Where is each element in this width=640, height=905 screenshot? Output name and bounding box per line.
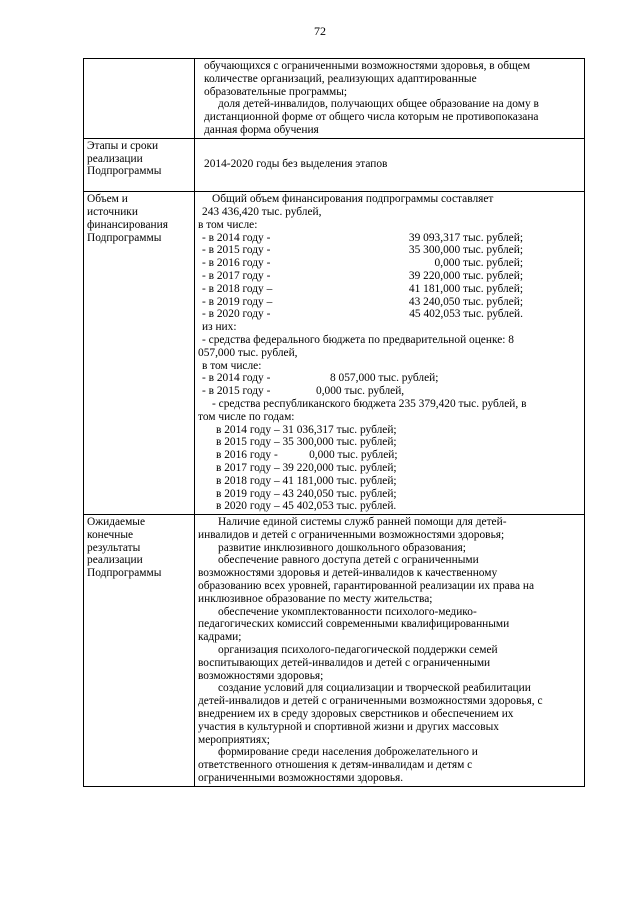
year-label: - в 2014 году - bbox=[202, 231, 271, 244]
year-label: - в 2017 году - bbox=[202, 269, 271, 282]
text-line: - средства федерального бюджета по предварительной оценке: 8 bbox=[202, 333, 514, 346]
text-line: ответственного отношения к детям-инвалидам и детям с bbox=[198, 759, 473, 772]
label-line: реализации bbox=[87, 554, 143, 567]
text-line: развитие инклюзивного дошкольного образования; bbox=[218, 541, 466, 554]
page-number: 72 bbox=[314, 24, 326, 38]
text-line: - средства республиканского бюджета 235 379,420 тыс. рублей, в bbox=[212, 397, 527, 410]
text-line: инвалидов и детей с ограниченными возможностями здоровья; bbox=[198, 528, 505, 541]
year-row bbox=[198, 232, 581, 245]
year-label: - в 2019 году – bbox=[202, 295, 273, 308]
year-value: 0,000 тыс. рублей; bbox=[434, 257, 523, 270]
table-row bbox=[84, 59, 585, 139]
text-line: в 2016 году - 0,000 тыс. рублей; bbox=[216, 449, 398, 462]
text-line: в том числе: bbox=[198, 218, 258, 231]
row-label bbox=[84, 138, 195, 191]
text-line: Наличие единой системы служб ранней помощи для детей- bbox=[218, 516, 507, 529]
subprogram-passport-table bbox=[83, 58, 585, 787]
year-row bbox=[198, 270, 581, 283]
row-label bbox=[84, 192, 195, 515]
text-line: Общий объем финансирования подпрограммы составляет bbox=[212, 193, 494, 206]
label-line: реализации bbox=[87, 152, 143, 165]
label-line: Подпрограммы bbox=[87, 567, 162, 580]
text-line: в 2014 году – 31 036,317 тыс. рублей; bbox=[216, 423, 397, 436]
text-line: в 2017 году – 39 220,000 тыс. рублей; bbox=[216, 461, 397, 474]
text-line: дистанционной форме от общего числа которым не противопоказана bbox=[204, 111, 539, 124]
year-row bbox=[198, 372, 581, 385]
table-row bbox=[84, 192, 585, 515]
row-content bbox=[195, 138, 585, 191]
text-line: 2014-2020 годы без выделения этапов bbox=[204, 157, 388, 170]
text-line: данная форма обучения bbox=[204, 123, 319, 136]
year-row bbox=[198, 308, 581, 321]
text-line: в 2020 году – 45 402,053 тыс. рублей. bbox=[216, 500, 397, 513]
text-line: мероприятиях; bbox=[198, 733, 270, 746]
label-line: источники bbox=[87, 205, 138, 218]
year-value: 39 220,000 тыс. рублей; bbox=[408, 269, 523, 282]
label-line: финансирования bbox=[87, 218, 168, 231]
year-row bbox=[198, 385, 581, 398]
text-line: детей-инвалидов и детей с ограниченными возможностями здоровья, с bbox=[198, 695, 543, 708]
text-line: из них: bbox=[202, 321, 237, 334]
row-label bbox=[84, 59, 195, 139]
row-content bbox=[195, 192, 585, 515]
text-line: в 2018 году – 41 181,000 тыс. рублей; bbox=[216, 474, 397, 487]
year-row bbox=[198, 283, 581, 296]
year-label: - в 2016 году - bbox=[202, 257, 271, 270]
text-line: в том числе: bbox=[202, 359, 262, 372]
year-label: - в 2015 году - bbox=[202, 385, 271, 398]
table-row bbox=[84, 515, 585, 787]
year-value: 41 181,000 тыс. рублей; bbox=[408, 282, 523, 295]
text-line: кадрами; bbox=[198, 631, 242, 644]
year-value: 45 402,053 тыс. рублей. bbox=[409, 308, 523, 321]
year-row bbox=[198, 257, 581, 270]
year-label: - в 2020 году - bbox=[202, 308, 271, 321]
text-line: ограниченными возможностями здоровья. bbox=[198, 772, 404, 785]
label-line: Ожидаемые bbox=[87, 516, 146, 529]
label-line: Этапы и сроки bbox=[87, 139, 159, 152]
text-line: инклюзивное образование по месту жительства; bbox=[198, 592, 433, 605]
year-value: 8 057,000 тыс. рублей; bbox=[330, 372, 439, 385]
row-content bbox=[195, 515, 585, 787]
text-line: обеспечение укомплектованности психолого-медико- bbox=[218, 605, 477, 618]
label-line: конечные bbox=[87, 528, 134, 541]
text-line: количестве организаций, реализующих адаптированные bbox=[204, 72, 477, 85]
label-line: Подпрограммы bbox=[87, 165, 162, 178]
text-line: педагогических комиссий современными квалифицированными bbox=[198, 618, 510, 631]
text-line: воспитывающих детей-инвалидов и детей с ограниченными bbox=[198, 656, 491, 669]
text-line: в 2019 году – 43 240,050 тыс. рублей; bbox=[216, 487, 397, 500]
year-row bbox=[198, 244, 581, 257]
year-value: 39 093,317 тыс. рублей; bbox=[408, 231, 523, 244]
text-line: доля детей-инвалидов, получающих общее образование на дому в bbox=[218, 98, 539, 111]
year-label: - в 2018 году – bbox=[202, 282, 273, 295]
year-row bbox=[198, 296, 581, 309]
text-line: внедрением их в среду здоровых сверстников и обеспечением их bbox=[198, 708, 514, 721]
year-value: 0,000 тыс. рублей, bbox=[316, 385, 405, 398]
text-line: обеспечение равного доступа детей с ограниченными bbox=[218, 554, 479, 567]
label-line: Подпрограммы bbox=[87, 231, 162, 244]
text-line: образованию всех уровней, гарантированной реализации их права на bbox=[198, 580, 535, 593]
year-label: - в 2014 году - bbox=[202, 372, 271, 385]
total-value: 243 436,420 тыс. рублей, bbox=[202, 205, 322, 218]
label-line: Объем и bbox=[87, 193, 128, 206]
label-line: результаты bbox=[87, 541, 141, 554]
text-line: создание условий для социализации и творческой реабилитации bbox=[218, 682, 531, 695]
text-line: 057,000 тыс. рублей, bbox=[198, 346, 298, 359]
text-line: том числе по годам: bbox=[198, 410, 295, 423]
text-line: в 2015 году – 35 300,000 тыс. рублей; bbox=[216, 436, 397, 449]
text-line: возможностями здоровья и детей-инвалидов к качественному bbox=[198, 567, 498, 580]
text-line: образовательные программы; bbox=[204, 85, 348, 98]
year-value: 43 240,050 тыс. рублей; bbox=[408, 295, 523, 308]
year-value: 35 300,000 тыс. рублей; bbox=[408, 244, 523, 257]
text-line: организация психолого-педагогической поддержки семей bbox=[218, 644, 498, 657]
row-content bbox=[195, 59, 585, 139]
text-line: участия в культурной и спортивной жизни и других массовых bbox=[198, 720, 499, 733]
year-label: - в 2015 году - bbox=[202, 244, 271, 257]
text-line: обучающихся с ограниченными возможностями здоровья, в общем bbox=[204, 60, 531, 72]
row-label bbox=[84, 515, 195, 787]
text-line: возможностями здоровья; bbox=[198, 669, 324, 682]
table-row bbox=[84, 138, 585, 191]
text-line: формирование среди населения доброжелательного и bbox=[218, 746, 478, 759]
